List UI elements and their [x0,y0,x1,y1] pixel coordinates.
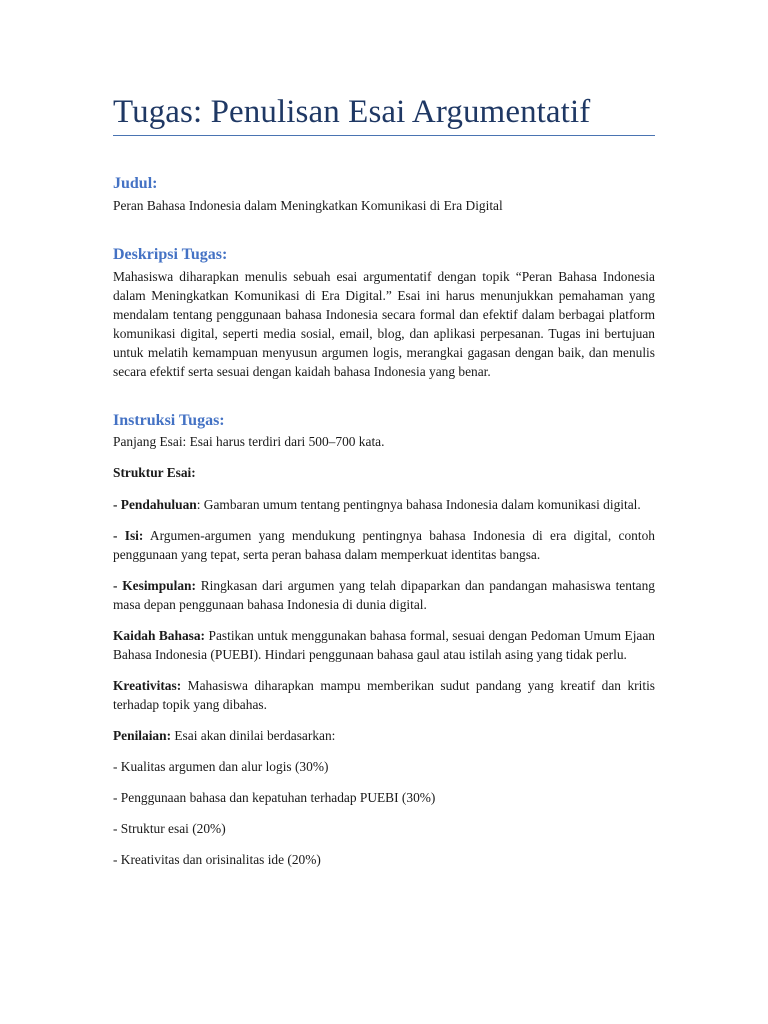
document-title: Tugas: Penulisan Esai Argumentatif [113,94,591,130]
isi-text: Argumen-argumen yang mendukung pentingnya bahasa Indonesia di era digital, contoh penggunaan yang tepat, serta peran bahasa dalam memperkuat identitas bangsa. [113,528,655,562]
kreativitas-paragraph [113,676,655,714]
judul-heading: Judul: [113,175,158,192]
kaidah-text: Pastikan untuk menggunakan bahasa formal, sesuai dengan Pedoman Umum Ejaan Bahasa Indonesia (PUEBI). Hindari penggunaan bahasa gaul atau istilah asing yang tidak perlu. [113,628,656,662]
kriteria-item: - Kreativitas dan orisinalitas ide (20%) [113,852,321,867]
kreativitas-label: Kreativitas: [113,678,182,693]
isi-label: - Isi: [113,528,144,543]
isi-paragraph [113,526,655,564]
pendahuluan-label: - Pendahuluan [113,497,197,512]
kriteria-item: - Penggunaan bahasa dan kepatuhan terhadap PUEBI (30%) [113,790,436,805]
kaidah-label: Kaidah Bahasa: [113,628,206,643]
instruksi-heading: Instruksi Tugas: [113,412,225,429]
kaidah-paragraph [113,626,655,664]
penilaian-text: Esai akan dinilai berdasarkan: [171,728,336,743]
kreativitas-text: Mahasiswa diharapkan mampu memberikan sudut pandang yang kreatif dan kritis terhadap topik yang dibahas. [113,678,655,712]
penilaian-paragraph [113,726,655,745]
pendahuluan-paragraph [113,495,655,514]
pendahuluan-text: : Gambaran umum tentang pentingnya bahasa Indonesia dalam komunikasi digital. [196,497,641,512]
kriteria-item: - Struktur esai (20%) [113,821,226,836]
deskripsi-text: Mahasiswa diharapkan menulis sebuah esai argumentatif dengan topik “Peran Bahasa Indonesia dalam Meningkatkan Komunikasi di Era Digital.” Esai ini harus menunjukkan pemahaman yang mendalam tentang penggunaan bahasa Indonesia secara formal dan efektif dalam berbagai platform komunikasi digital, seperti media sosial, email, blog, dan aplikasi perpesanan. Tugas ini bertujuan untuk melatih kemampuan menyusun argumen logis, merangkai gagasan dengan baik, dan menulis secara efektif serta sesuai dengan kaidah bahasa Indonesia yang benar. [113,269,655,379]
kesimpulan-text: Ringkasan dari argumen yang telah dipaparkan dan pandangan mahasiswa tentang masa depan penggunaan bahasa Indonesia di dunia digital. [113,578,655,612]
kesimpulan-label: - Kesimpulan: [113,578,196,593]
judul-text: Peran Bahasa Indonesia dalam Meningkatkan Komunikasi di Era Digital [113,198,503,213]
struktur-esai-label: Struktur Esai: [113,465,196,480]
kriteria-item: - Kualitas argumen dan alur logis (30%) [113,759,329,774]
kesimpulan-paragraph [113,576,655,614]
penilaian-label: Penilaian: [113,728,172,743]
title-underline [113,135,655,136]
panjang-esai-text: Panjang Esai: Esai harus terdiri dari 500–700 kata. [113,434,385,449]
deskripsi-heading: Deskripsi Tugas: [113,246,228,263]
